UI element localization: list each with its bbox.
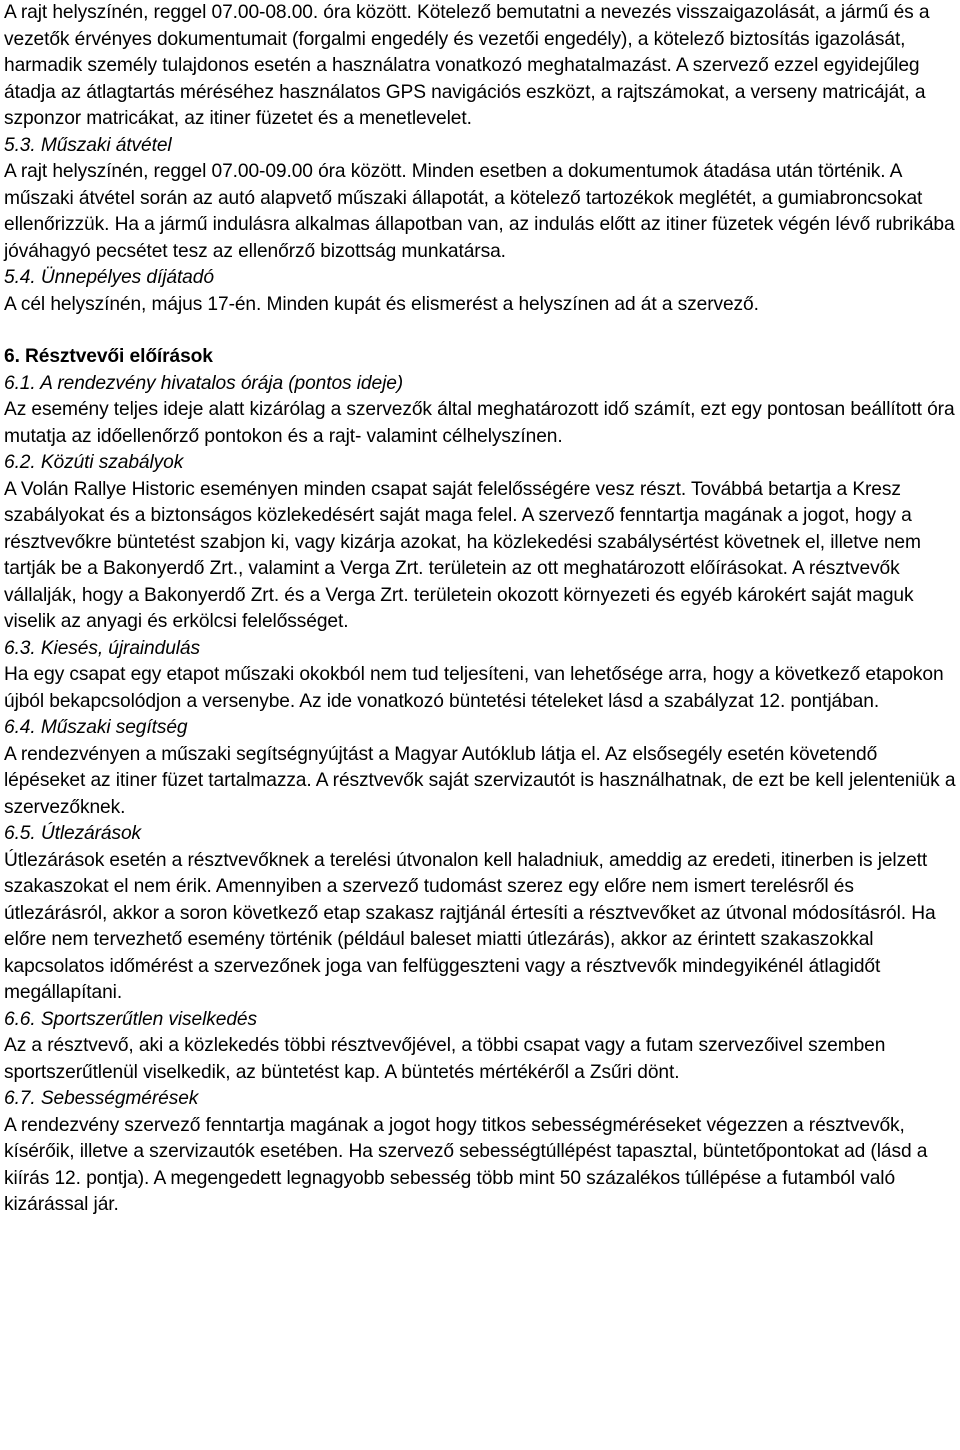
heading-number: 6.6. xyxy=(4,1008,36,1030)
heading-number: 6.2. xyxy=(4,452,36,473)
paragraph-road-closures: Útlezárások esetén a résztvevőknek a terelési útvonalon kell haladniuk, ameddig az eredeti, itinerben is jelzett szakaszokat el nem érik. Amennyiben a szervező tudomást szerez egy előre nem ismert terelésről és útlezárásról, akkor a soron következő etap szakasz rajtjánál értesíti a résztvevőket az útvonal módosításról. Ha előre nem tervezhető esemény történik (például baleset miatti útlezárás), akkor az érintett szakaszokkal kapcsolatos időmérést a szervezőnek joga van felfüggeszteni vagy a résztvevők mindegyikénél átlagidőt megállapítani. xyxy=(4,849,936,1003)
heading-title: Műszaki segítség xyxy=(40,717,188,738)
paragraph-technical-assistance: A rendezvényen a műszaki segítségnyújtást a Magyar Autóklub látja el. Az elsősegély esetén követendő lépéseket az itiner füzet tartalmazza. A résztvevők saját szervizautót is használhatnak, de ezt be kell jelenteniük a szervezőknek. xyxy=(4,743,956,818)
heading-number: 6.4. xyxy=(4,717,36,738)
heading-title: Sportszerűtlen viselkedés xyxy=(40,1008,257,1030)
heading-5-4 xyxy=(4,265,956,292)
heading-title: Kiesés, újraindulás xyxy=(40,637,200,659)
paragraph-technical-inspection: A rajt helyszínén, reggel 07.00-09.00 óra között. Minden esetben a dokumentumok átadása után történik. A műszaki átvétel során az autó alapvető műszaki állapotát, a kötelező tartozékok meglétét, a gumiabroncsokat ellenőrizzük. Ha a jármű indulásra alkalmas állapotban van, az indulás előtt az itiner füzetek végén lévő rubrikába jóváhagyó pecsétet tesz az ellenőrző bizottság munkatársa. xyxy=(4,161,955,262)
heading-6-4 xyxy=(4,715,956,742)
heading-title: Sebességmérések xyxy=(40,1088,199,1109)
heading-6-5 xyxy=(4,821,956,848)
heading-6-3 xyxy=(4,636,956,663)
heading-number: 6.1. xyxy=(4,372,36,394)
heading-title: Műszaki átvétel xyxy=(40,134,172,156)
paragraph-retirement-restart: Ha egy csapat egy etapot műszaki okokból nem tud teljesíteni, van lehetősége arra, hogy a következő etapokon újból bekapcsolódjon a versenybe. Az ide vonatkozó büntetési tételeket lásd a szabályzat 12. pontjában. xyxy=(4,664,944,712)
heading-title: Útlezárások xyxy=(40,823,142,844)
paragraph-official-time: Az esemény teljes ideje alatt kizárólag a szervezők által meghatározott idő számít, ezt egy pontosan beállított óra mutatja az időellenőrző pontokon és a rajt- valamint célhelyszínen. xyxy=(4,399,955,447)
paragraph-traffic-rules: A Volán Rallye Historic eseményen minden csapat saját felelősségére vesz részt. Továbbá betartja a Kresz szabályokat és a biztonságos közlekedésért saját maga felel. A szervező fenntartja magának a jogot, hogy a résztvevőkre büntetést szabjon ki, vagy kizárja azokat, ha közlekedési szabálysértést követnek el, illetve nem tartják be a Bakonyerdő Zrt., valamint a Verga Zrt. területein az ott meghatározott előírásokat. A résztvevők vállalják, hogy a Bakonyerdő Zrt. és a Verga Zrt. területein okozott környezeti és egyéb károkért saját maguk viselik az anyagi és erkölcsi felelősséget. xyxy=(4,478,921,632)
heading-5-3 xyxy=(4,133,956,160)
heading-title: Ünnepélyes díjátadó xyxy=(40,267,214,288)
paragraph-speed-checks: A rendezvény szervező fenntartja magának a jogot hogy titkos sebességméréseket végezzen a résztvevők, kísérőik, illetve a szervizautók esetében. Ha szervező sebességtúllépést tapasztal, büntetőpontokat ad (lásd a kiírás 12. pontja). A megengedett legnagyobb sebesség több mint 50 százalékos túllépése a futamból való kizárással jár. xyxy=(4,1114,928,1215)
heading-title: Közúti szabályok xyxy=(40,452,184,473)
heading-number: 5.4. xyxy=(4,267,36,288)
paragraph-documents: A rajt helyszínén, reggel 07.00-08.00. óra között. Kötelező bemutatni a nevezés visszaigazolását, a jármű és a vezetők érvényes dokumentumait (forgalmi engedély és vezetői engedély), a kötelező biztosítás igazolását, harmadik személy tulajdonos esetén a használatra vonatkozó meghatalmazást. A szervező ezzel egyidejűleg átadja az átlagtartás méréséhez használatos GPS navigációs eszközt, a rajtszámokat, a verseny matricáját, a szponzor matricákat, az itiner füzetet és a menetlevelet. xyxy=(4,2,930,129)
paragraph-award-ceremony: A cél helyszínén, május 17-én. Minden kupát és elismerést a helyszínen ad át a szervező. xyxy=(4,293,759,315)
heading-6-2 xyxy=(4,450,956,477)
heading-6-6 xyxy=(4,1007,956,1034)
paragraph-unsporting-behaviour: Az a résztvevő, aki a közlekedés többi résztvevőjével, a többi csapat vagy a futam szervezőivel szemben sportszerűtlenül viselkedik, az büntetést kap. A büntetés mértékéről a Zsűri dönt. xyxy=(4,1035,886,1083)
heading-number: 6.3. xyxy=(4,637,36,659)
heading-title: A rendezvény hivatalos órája (pontos ideje) xyxy=(40,372,404,394)
heading-number: 6.7. xyxy=(4,1088,36,1109)
heading-6-7 xyxy=(4,1086,956,1113)
heading-number: 6.5. xyxy=(4,823,36,844)
section-title-6: 6. Résztvevői előírások xyxy=(4,346,213,367)
heading-number: 5.3. xyxy=(4,134,36,156)
heading-6-1 xyxy=(4,371,956,398)
